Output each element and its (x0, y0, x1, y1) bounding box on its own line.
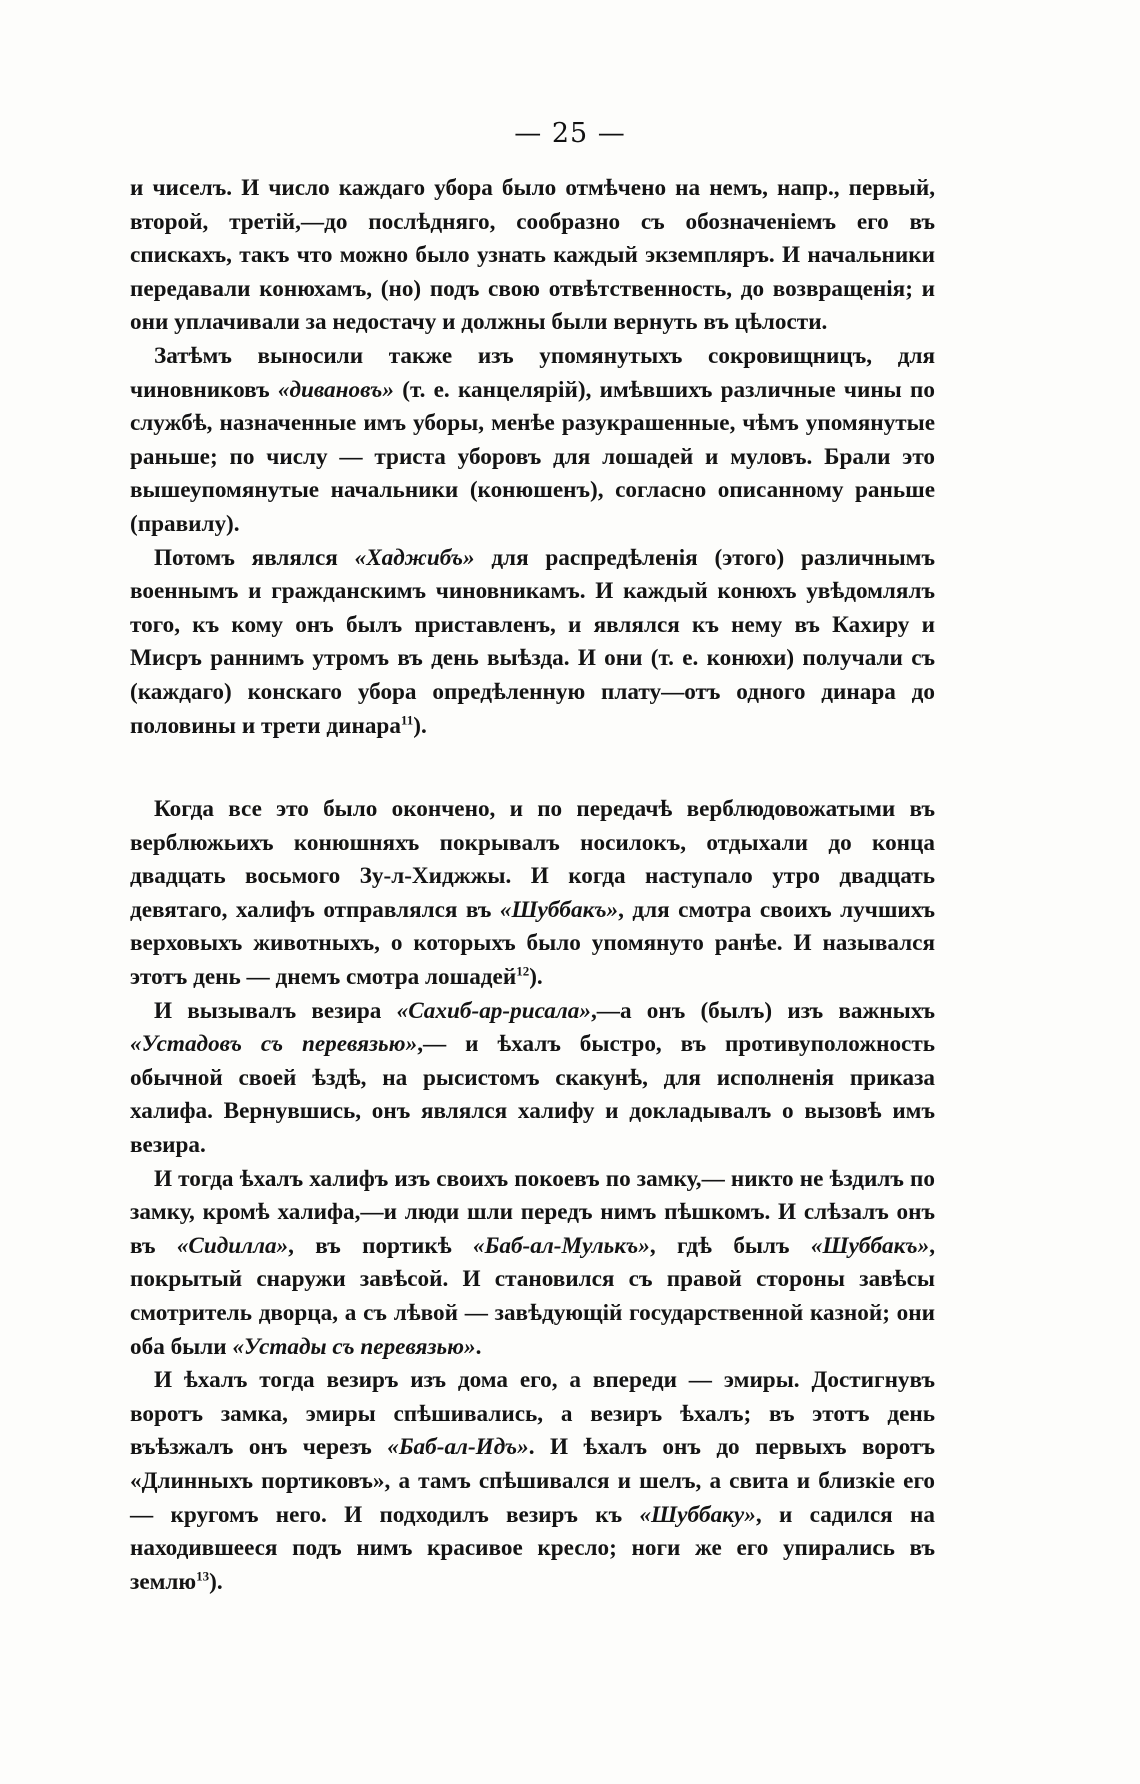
text-run: ). (413, 712, 427, 739)
italic-term: «Баб-ал-Идъ» (387, 1434, 529, 1461)
text-run: , для смотра своихъ лучшихъ верховыхъ животныхъ, о которыхъ было упомянуто ранѣе. И назывался этотъ день — днемъ смотра лошадей (130, 896, 935, 991)
italic-term: «Устадовъ съ перевязью» (130, 1031, 418, 1058)
text-run: , въ портикѣ (288, 1232, 474, 1259)
text-run: . (475, 1333, 482, 1360)
text-run: . И ѣхалъ онъ до первыхъ воротъ «Длинныхъ портиковъ», а тамъ спѣшивался и шелъ, а свита и близкіе его — кругомъ него. И подходилъ везиръ къ (130, 1434, 935, 1528)
text-run: ). (529, 964, 543, 991)
text-run: и чиселъ. И число каждаго убора было отмѣчено на немъ, напр., первый, второй, третій,—до послѣдняго, сообразно съ обозначеніемъ его въ спискахъ, такъ что можно было узнать каждый экземпляръ. И начальники передавали конюхамъ, (но) подъ свою отвѣтственность, до возвращенія; и они уплачивали за недостачу и должны были вернуть въ цѣлости. (130, 175, 935, 336)
text-run: Затѣмъ выносили также изъ упомянутыхъ сокровищницъ, для чиновниковъ (130, 342, 935, 403)
paragraph (130, 1364, 935, 1599)
text-run: для распредѣленія (этого) различнымъ военнымъ и гражданскимъ чиновникамъ. И каждый конюхъ увѣдомлялъ того, къ кому онъ былъ приставленъ, и являлся къ нему въ Кахиру и Мисръ раннимъ утромъ въ день выѣзда. И они (т. е. конюхи) получали съ (каждаго) конскаго убора опредѣленную плату—отъ одного динара до половины и трети динара (130, 544, 935, 739)
text-run: Потомъ являлся (154, 544, 355, 571)
paragraph (130, 793, 935, 995)
footnote-marker: 11 (400, 711, 414, 727)
italic-term: «Хаджибъ» (354, 544, 475, 571)
italic-term: «Шуббакъ» (499, 896, 619, 923)
body-text (130, 172, 935, 1599)
italic-term: «Сахиб-ар-рисала» (396, 997, 591, 1024)
italic-term: «Шуббакъ» (810, 1232, 930, 1259)
footnote-marker: 13 (196, 1568, 210, 1584)
footnote-marker: 12 (516, 963, 530, 979)
italic-term: «дивановъ» (277, 376, 394, 403)
italic-term: «Устады съ перевязью» (232, 1333, 476, 1360)
text-run: И тогда ѣхалъ халифъ изъ своихъ покоевъ по замку,— никто не ѣздилъ по замку, кромѣ халифа,—и люди шли передъ нимъ пѣшкомъ. И слѣзалъ онъ въ (130, 1165, 935, 1259)
text-run: И ѣхалъ тогда везиръ изъ дома его, а впереди — эмиры. Достигнувъ воротъ замка, эмиры спѣшивались, а везиръ ѣхалъ; въ этотъ день въѣзжалъ онъ черезъ (130, 1367, 935, 1461)
paragraph (130, 1163, 935, 1365)
paragraph (130, 542, 935, 744)
paragraph (130, 995, 935, 1163)
text-run: , гдѣ былъ (649, 1232, 811, 1259)
text-run: ,—а онъ (былъ) изъ важныхъ (590, 997, 936, 1024)
text-run: , покрытый снаружи завѣсой. И становился съ правой стороны завѣсы смотритель дворца, а съ лѣвой — завѣдующій государственной казной; они оба были (130, 1232, 935, 1360)
italic-term: «Шуббаку» (639, 1501, 756, 1528)
section-gap (130, 743, 935, 793)
text-run: (т. е. канцелярій), имѣвшихъ различные чины по службѣ, назначенные имъ уборы, менѣе разукрашенные, чѣмъ упомянутые раньше; по числу — триста уборовъ для лошадей и муловъ. Брали это вышеупомянутые начальники (конюшенъ), согласно описанному раньше (правилу). (130, 376, 935, 537)
text-run: Когда все это было окончено, и по передачѣ верблюдовожатыми въ верблюжьихъ конюшняхъ покрывалъ носилокъ, отдыхали до конца двадцать восьмого Зу-л-Хиджжы. И когда наступало утро двадцать девятаго, халифъ отправлялся въ (130, 796, 935, 923)
text-run: ,— и ѣхалъ быстро, въ противуположность обычной своей ѣздѣ, на рысистомъ скакунѣ, для исполненія приказа халифа. Вернувшись, онъ являлся халифу и докладывалъ о вызовѣ имъ везира. (130, 1031, 935, 1159)
text-run: ). (209, 1568, 223, 1595)
page-number: — 25 — (514, 118, 626, 149)
italic-term: «Сидилла» (176, 1232, 289, 1259)
italic-term: «Баб-ал-Мулькъ» (473, 1232, 650, 1259)
text-run: , и садился на находившееся подъ нимъ красивое кресло; ноги же его упирались въ землю (130, 1501, 935, 1595)
paragraph (130, 172, 935, 340)
text-run: И вызывалъ везира (154, 997, 397, 1024)
paragraph (130, 340, 935, 542)
